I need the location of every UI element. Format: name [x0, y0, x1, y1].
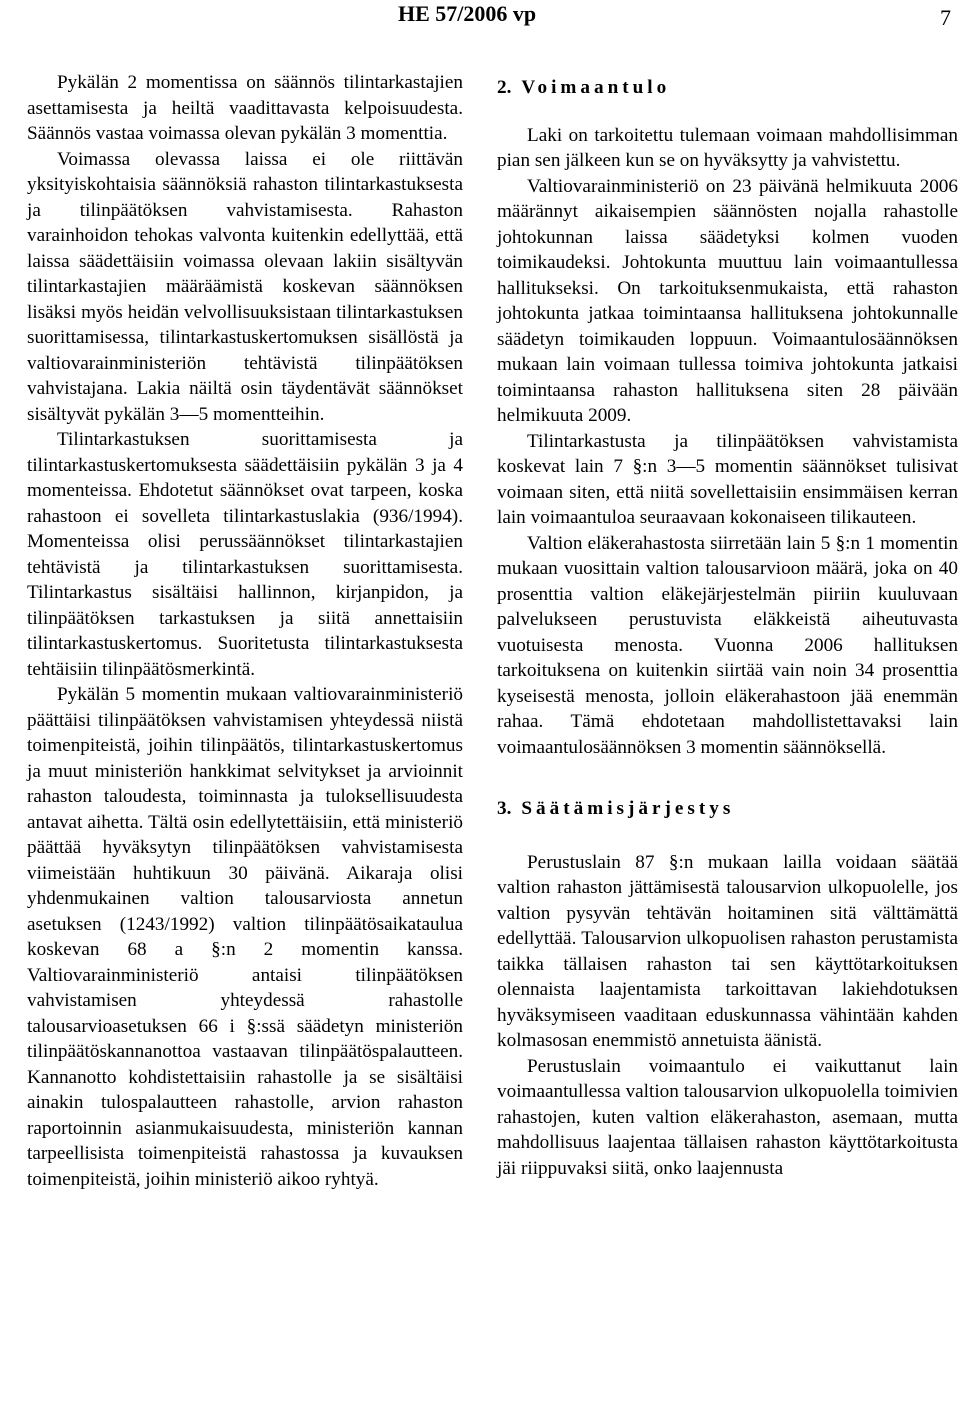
- paragraph: Perustuslain voimaantulo ei vaikuttanut lain voimaantullessa valtion talousarvion ulkopuolella toimivien rahastojen, kuten valtion eläkerahaston, asemaan, mutta mahdollisuus laajentaa tällaisen rahaston käyttötarkoitusta jäi riippuvaksi siitä, onko laajennusta: [497, 1055, 958, 1179]
- section-title: Säätämisjärjestys: [521, 798, 735, 819]
- section-heading-saatamisjarjestys: [497, 796, 958, 822]
- paragraph: Voimassa olevassa laissa ei ole riittävän yksityiskohtaisia säännöksiä rahaston tilintarkastuksesta ja tilinpäätöksen vahvistamisesta. Rahaston varainhoidon tehokas valvonta kuitenkin edellyttää, että laissa säädettäisiin voimassa olevaan lakiin sisältyvän tilintarkastajien määräämistä koskevan säännöksen lisäksi myös heidän velvollisuuksistaan tilintarkastuksen suorittamisessa, tilintarkastuskertomuksen sisällöstä ja valtiovarainministeriön tehtävistä tilinpäätöksen vahvistajana. Lakia näiltä osin täydentävät säännökset sisältyvät pykälän 3—5 momentteihin.: [27, 148, 463, 425]
- section-number: 2.: [497, 77, 512, 98]
- right-column: [497, 75, 958, 1181]
- section-heading-voimaantulo: [497, 75, 958, 101]
- paragraph: Tilintarkastuksen suorittamisesta ja tilintarkastuskertomuksesta säädettäisiin pykälän 3 ja 4 momenteissa. Ehdotetut säännökset ovat tarpeen, koska rahastoon ei sovelleta tilintarkastuslakia (936/1994). Momenteissa olisi perussäännökset tilintarkastajien tehtävistä ja tilintarkastuksen suorittamisesta. Tilintarkastus sisältäisi hallinnon, kirjanpidon, ja tilinpäätöksen tarkastuksen ja siitä annettaisiin tilintarkastuskertomus. Suoritetusta tilintarkastuksesta tehtäisiin tilinpäätösmerkintä.: [27, 429, 463, 680]
- paragraph: Valtion eläkerahastosta siirretään lain 5 §:n 1 momentin mukaan vuosittain valtion talousarvioon määrä, joka on 40 prosenttia valtion eläkejärjestelmän piiriin kuuluvaan palvelukseen perustuvista eläkkeistä aiheutuvasta vuotuisesta menosta. Vuonna 2006 hallituksen tarkoituksena on kuitenkin siirtää vain noin 34 prosenttia kyseisestä menosta, jolloin eläkerahastoon jää enemmän rahaa. Tämä ehdotetaan mahdollistettavaksi lain voimaantulosäännöksen 3 momentin säännöksellä.: [497, 532, 958, 758]
- paragraph: Perustuslain 87 §:n mukaan lailla voidaan säätää valtion rahaston jättämisestä talousarvion ulkopuolelle, jos valtion pysyvän tehtävän hoitaminen sitä välttämättä edellyttää. Talousarvion ulkopuolisen rahaston perustamista taikka tällaisen rahaston tai sen käyttötarkoituksen olennaista laajentamista tarkoittavan lakiehdotuksen hyväksymiseen vaaditaan eduskunnassa vähintään kahden kolmasosan enemmistö annetuista äänistä.: [497, 851, 958, 1051]
- page-number: 7: [940, 5, 951, 30]
- paragraph: Valtiovarainministeriö on 23 päivänä helmikuuta 2006 määrännyt aikaisempien säännösten nojalla rahastolle johtokunnan laissa säädetyksi kolmen vuoden toimikaudeksi. Johtokunta muuttuu lain voimaantullessa hallitukseksi. On tarkoituksenmukaista, että rahaston johtokunta jatkaa toimintaansa hallituksena johtokunnalle säädetyn toimikauden loppuun. Voimaantulosäännöksen mukaan lain voimaan tullessa toimiva johtokunta jatkaisi toimintaansa rahaston hallituksena siten 28 päivään helmikuuta 2009.: [497, 175, 958, 426]
- page-header: [0, 0, 960, 40]
- left-column: [27, 70, 463, 1192]
- paragraph: Tilintarkastusta ja tilinpäätöksen vahvistamista koskevat lain 7 §:n 3—5 momentin säännökset tulisivat voimaan siten, että niitä sovellettaisiin ensimmäisen kerran lain voimaantuloa seuraavaan kokonaiseen tilikauteen.: [497, 430, 958, 528]
- section-number: 3.: [497, 798, 512, 819]
- paragraph: Pykälän 2 momentissa on säännös tilintarkastajien asettamisesta ja heiltä vaadittavasta kelpoisuudesta. Säännös vastaa voimassa olevan pykälän 3 momenttia.: [27, 72, 463, 144]
- paragraph: Pykälän 5 momentin mukaan valtiovarainministeriö päättäisi tilinpäätöksen vahvistamisen yhteydessä niistä toimenpiteistä, joihin tilinpäätös, tilintarkastuskertomus ja muut ministeriön hankkimat selvitykset ja arvioinnit rahaston taloudesta, toiminnasta ja tuloksellisuudesta antavat aihetta. Tältä osin edellytettäisiin, että ministeriö päättää hyväksytyn tilinpäätöksen vahvistamisesta viimeistään huhtikuun 30 päivänä. Aikaraja olisi yhdenmukainen valtion talousarviosta annetun asetuksen (1243/1992) valtion tilinpäätösaikataulua koskevan 68 a §:n 2 momentin kanssa. Valtiovarainministeriö antaisi tilinpäätöksen vahvistamisen yhteydessä rahastolle talousarvioasetuksen 66 i §:ssä säädetyn ministeriön tilinpäätöskannanottoa vastaavan tilinpäätöspalautteen. Kannanotto kohdistettaisiin rahastolle ja se sisältäisi ainakin tulospalautteen rahastolle, arvion rahaston raportoinnin asianmukaisuudesta, ministeriön kannan tarpeellisista toimenpiteistä rahastossa ja kuvauksen toimenpiteistä, joihin ministeriö aikoo ryhtyä.: [27, 684, 463, 1190]
- section-title: Voimaantulo: [521, 77, 671, 98]
- paragraph: Laki on tarkoitettu tulemaan voimaan mahdollisimman pian sen jälkeen kun se on hyväksytty ja vahvistettu.: [497, 124, 958, 171]
- document-id: HE 57/2006 vp: [398, 1, 537, 26]
